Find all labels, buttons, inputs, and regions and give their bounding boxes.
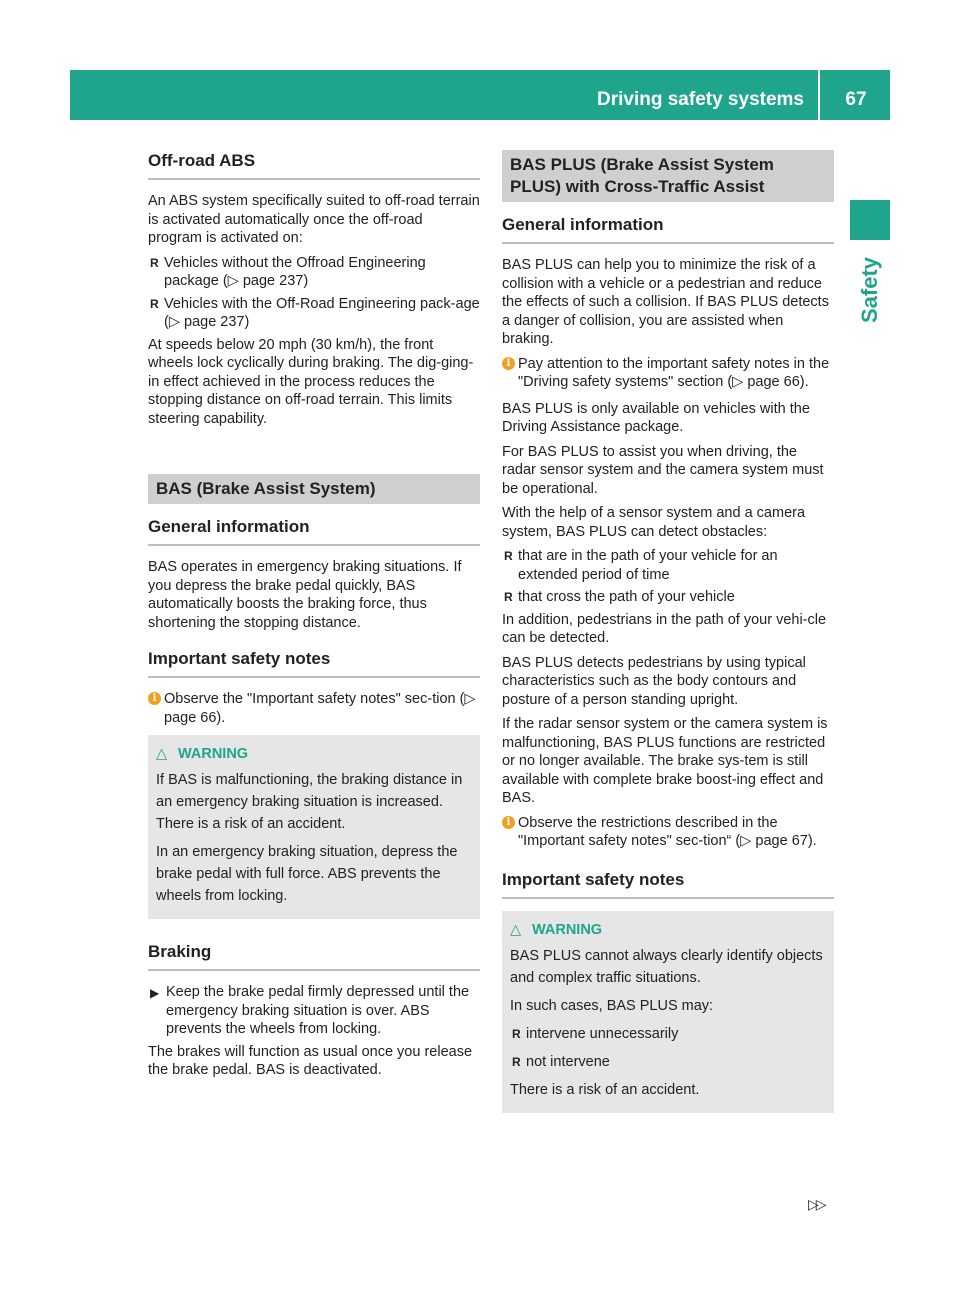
- page-number: 67: [845, 89, 867, 110]
- info-icon: i: [502, 816, 515, 829]
- heading-braking: Braking: [148, 941, 480, 971]
- info-icon: i: [148, 692, 161, 705]
- left-column: [148, 150, 480, 1086]
- heading-important-safety-notes: Important safety notes: [148, 648, 480, 678]
- info-note: [502, 814, 834, 851]
- list-item: R that are in the path of your vehicle for an extended period of time: [502, 547, 834, 584]
- warning-title-text: WARNING: [532, 921, 603, 938]
- header-bar: [70, 70, 890, 120]
- paragraph: For BAS PLUS to assist you when driving, the radar sensor system and the camera system must be operational.: [502, 443, 824, 497]
- paragraph: With the help of a sensor system and a camera system, BAS PLUS can detect obstacles:: [502, 505, 806, 540]
- paragraph: BAS PLUS is only available on vehicles with the Driving Assistance package.: [502, 400, 810, 435]
- warning-text: In an emergency braking situation, depress the brake pedal with full force. ABS prevents the wheels from locking.: [156, 844, 458, 904]
- bas-general-text: BAS operates in emergency braking situations. If you depress the brake pedal quickly, BAS automatically boosts the braking force, thus shortening the stopping distance.: [148, 559, 462, 631]
- heading-general-information: General information: [148, 516, 480, 546]
- warning-title-text: WARNING: [178, 746, 249, 762]
- info-note-text: Observe the restrictions described in the "Important safety notes" sec-tion“ (▷ page 67).: [518, 814, 817, 849]
- info-note-text: Pay attention to the important safety notes in the "Driving safety systems" section (▷ page 66).: [518, 355, 830, 390]
- paragraph: If the radar sensor system or the camera system is malfunctioning, BAS PLUS functions are restricted or no longer available. The brake sys-tem is still available with complete brake boost-ing effect and BAS.: [502, 716, 828, 806]
- heading-offroad-abs: Off-road ABS: [148, 150, 480, 180]
- list-item: R not intervene: [510, 1051, 826, 1073]
- section-title: Driving safety systems: [597, 70, 820, 120]
- warning-title: [510, 919, 826, 941]
- warning-box: [148, 735, 480, 919]
- warning-title: [156, 743, 472, 765]
- offroad-body: At speeds below 20 mph (30 km/h), the front wheels lock cyclically during braking. The dig-ging-in effect achieved in the process reduces the stopping distance on off-road terrain. This limits steering capability.: [148, 336, 474, 427]
- warning-box: [502, 911, 834, 1113]
- bas-box-title: BAS (Brake Assist System): [148, 474, 480, 504]
- warning-triangle-icon: △: [156, 746, 168, 762]
- list-item: R Vehicles with the Off-Road Engineering pack-age (▷ page 237): [148, 295, 480, 332]
- heading-general-information: General information: [502, 214, 834, 244]
- info-note: [502, 355, 834, 392]
- braking-text: The brakes will function as usual once you release the brake pedal. BAS is deactivated.: [148, 1043, 473, 1078]
- warning-triangle-icon: △: [510, 921, 522, 938]
- paragraph: BAS PLUS detects pedestrians by using typical characteristics such as the body contours and posture of a person standing upright.: [502, 654, 806, 708]
- instruction-step-text: Keep the brake pedal firmly depressed until the emergency braking situation is over. ABS prevents the wheels from locking.: [166, 984, 470, 1037]
- paragraph: BAS PLUS can help you to minimize the risk of a collision with a vehicle or a pedestrian and reduce the effects of such a collision. If BAS PLUS detects a danger of collision, you are assisted when braking.: [502, 257, 829, 347]
- info-icon: i: [502, 357, 515, 370]
- paragraph: In addition, pedestrians in the path of your vehi-cle can be detected.: [502, 611, 827, 646]
- side-tab-label: Safety: [857, 256, 882, 324]
- warning-text: There is a risk of an accident.: [510, 1081, 700, 1098]
- step-arrow-icon: ▶: [150, 986, 160, 1000]
- warning-text: BAS PLUS cannot always clearly identify objects and complex traffic situations.: [510, 947, 823, 986]
- heading-important-safety-notes: Important safety notes: [502, 869, 834, 899]
- warning-text: If BAS is malfunctioning, the braking distance in an emergency braking situation is increased. There is a risk of an accident.: [156, 772, 463, 832]
- continue-arrows-icon: ▷▷: [808, 1196, 824, 1212]
- offroad-intro: An ABS system specifically suited to off-road terrain is activated automatically once the off-road program is activated on:: [148, 193, 480, 246]
- bas-plus-box-title: BAS PLUS (Brake Assist System PLUS) with Cross-Traffic Assist: [502, 150, 834, 202]
- info-note: [148, 690, 480, 727]
- list-item: R intervene unnecessarily: [510, 1023, 826, 1045]
- list-item: R Vehicles without the Offroad Engineering package (▷ page 237): [148, 254, 480, 291]
- info-note-text: Observe the "Important safety notes" sec-tion (▷ page 66).: [164, 691, 476, 726]
- list-item: R that cross the path of your vehicle: [502, 588, 834, 607]
- warning-text: In such cases, BAS PLUS may:: [510, 997, 714, 1014]
- instruction-step: [148, 983, 480, 1039]
- side-tab: [848, 250, 892, 330]
- side-marker: [850, 200, 890, 240]
- right-column: [502, 150, 834, 1113]
